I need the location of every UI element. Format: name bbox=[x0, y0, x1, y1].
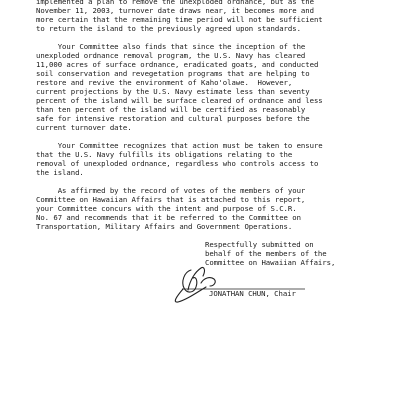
text-line: implemented a plan to remove the unexploded ordnance, but as the bbox=[36, 0, 314, 6]
text-line: that the U.S. Navy fulfills its obligations relating to the bbox=[36, 150, 293, 159]
closing-line: behalf of the members of the bbox=[205, 249, 327, 258]
closing-line: Respectfully submitted on bbox=[205, 240, 314, 249]
text-line: 11,000 acres of surface ordnance, eradicated goats, and conducted bbox=[36, 60, 319, 69]
text-line: to return the island to the previously agreed upon standards. bbox=[36, 24, 301, 33]
signatory-name: JONATHAN CHUN, Chair bbox=[209, 289, 296, 298]
text-line: current turnover date. bbox=[36, 123, 132, 132]
text-line: safe for intensive restoration and cultural purposes before the bbox=[36, 114, 310, 123]
text-line: restore and revive the environment of Kaho'olawe. However, bbox=[36, 78, 293, 87]
text-line: Your Committee also finds that since the inception of the bbox=[36, 42, 306, 51]
text-line: Your Committee recognizes that action must be taken to ensure bbox=[36, 141, 323, 150]
text-line: than ten percent of the island will be certified as reasonably bbox=[36, 105, 306, 114]
text-line: As affirmed by the record of votes of the members of your bbox=[36, 186, 306, 195]
text-line: percent of the island will be surface cleared of ordnance and less bbox=[36, 96, 323, 105]
closing-line: Committee on Hawaiian Affairs, bbox=[205, 258, 336, 267]
text-line: No. 67 and recommends that it be referred to the Committee on bbox=[36, 213, 301, 222]
text-line: November 11, 2003, turnover date draws near, it becomes more and bbox=[36, 6, 314, 15]
text-line: soil conservation and revegetation programs that are helping to bbox=[36, 69, 310, 78]
text-line: more certain that the remaining time period will not be sufficient bbox=[36, 15, 323, 24]
text-line: unexploded ordnance removal program, the U.S. Navy has cleared bbox=[36, 51, 306, 60]
text-line: current projections by the U.S. Navy estimate less than seventy bbox=[36, 87, 310, 96]
text-line: Transportation, Military Affairs and Government Operations. bbox=[36, 222, 293, 231]
text-line: the island. bbox=[36, 168, 84, 177]
text-line: your Committee concurs with the intent and purpose of S.C.R. bbox=[36, 204, 297, 213]
text-line: removal of unexploded ordnance, regardless who controls access to bbox=[36, 159, 319, 168]
text-line: Committee on Hawaiian Affairs that is attached to this report, bbox=[36, 195, 306, 204]
